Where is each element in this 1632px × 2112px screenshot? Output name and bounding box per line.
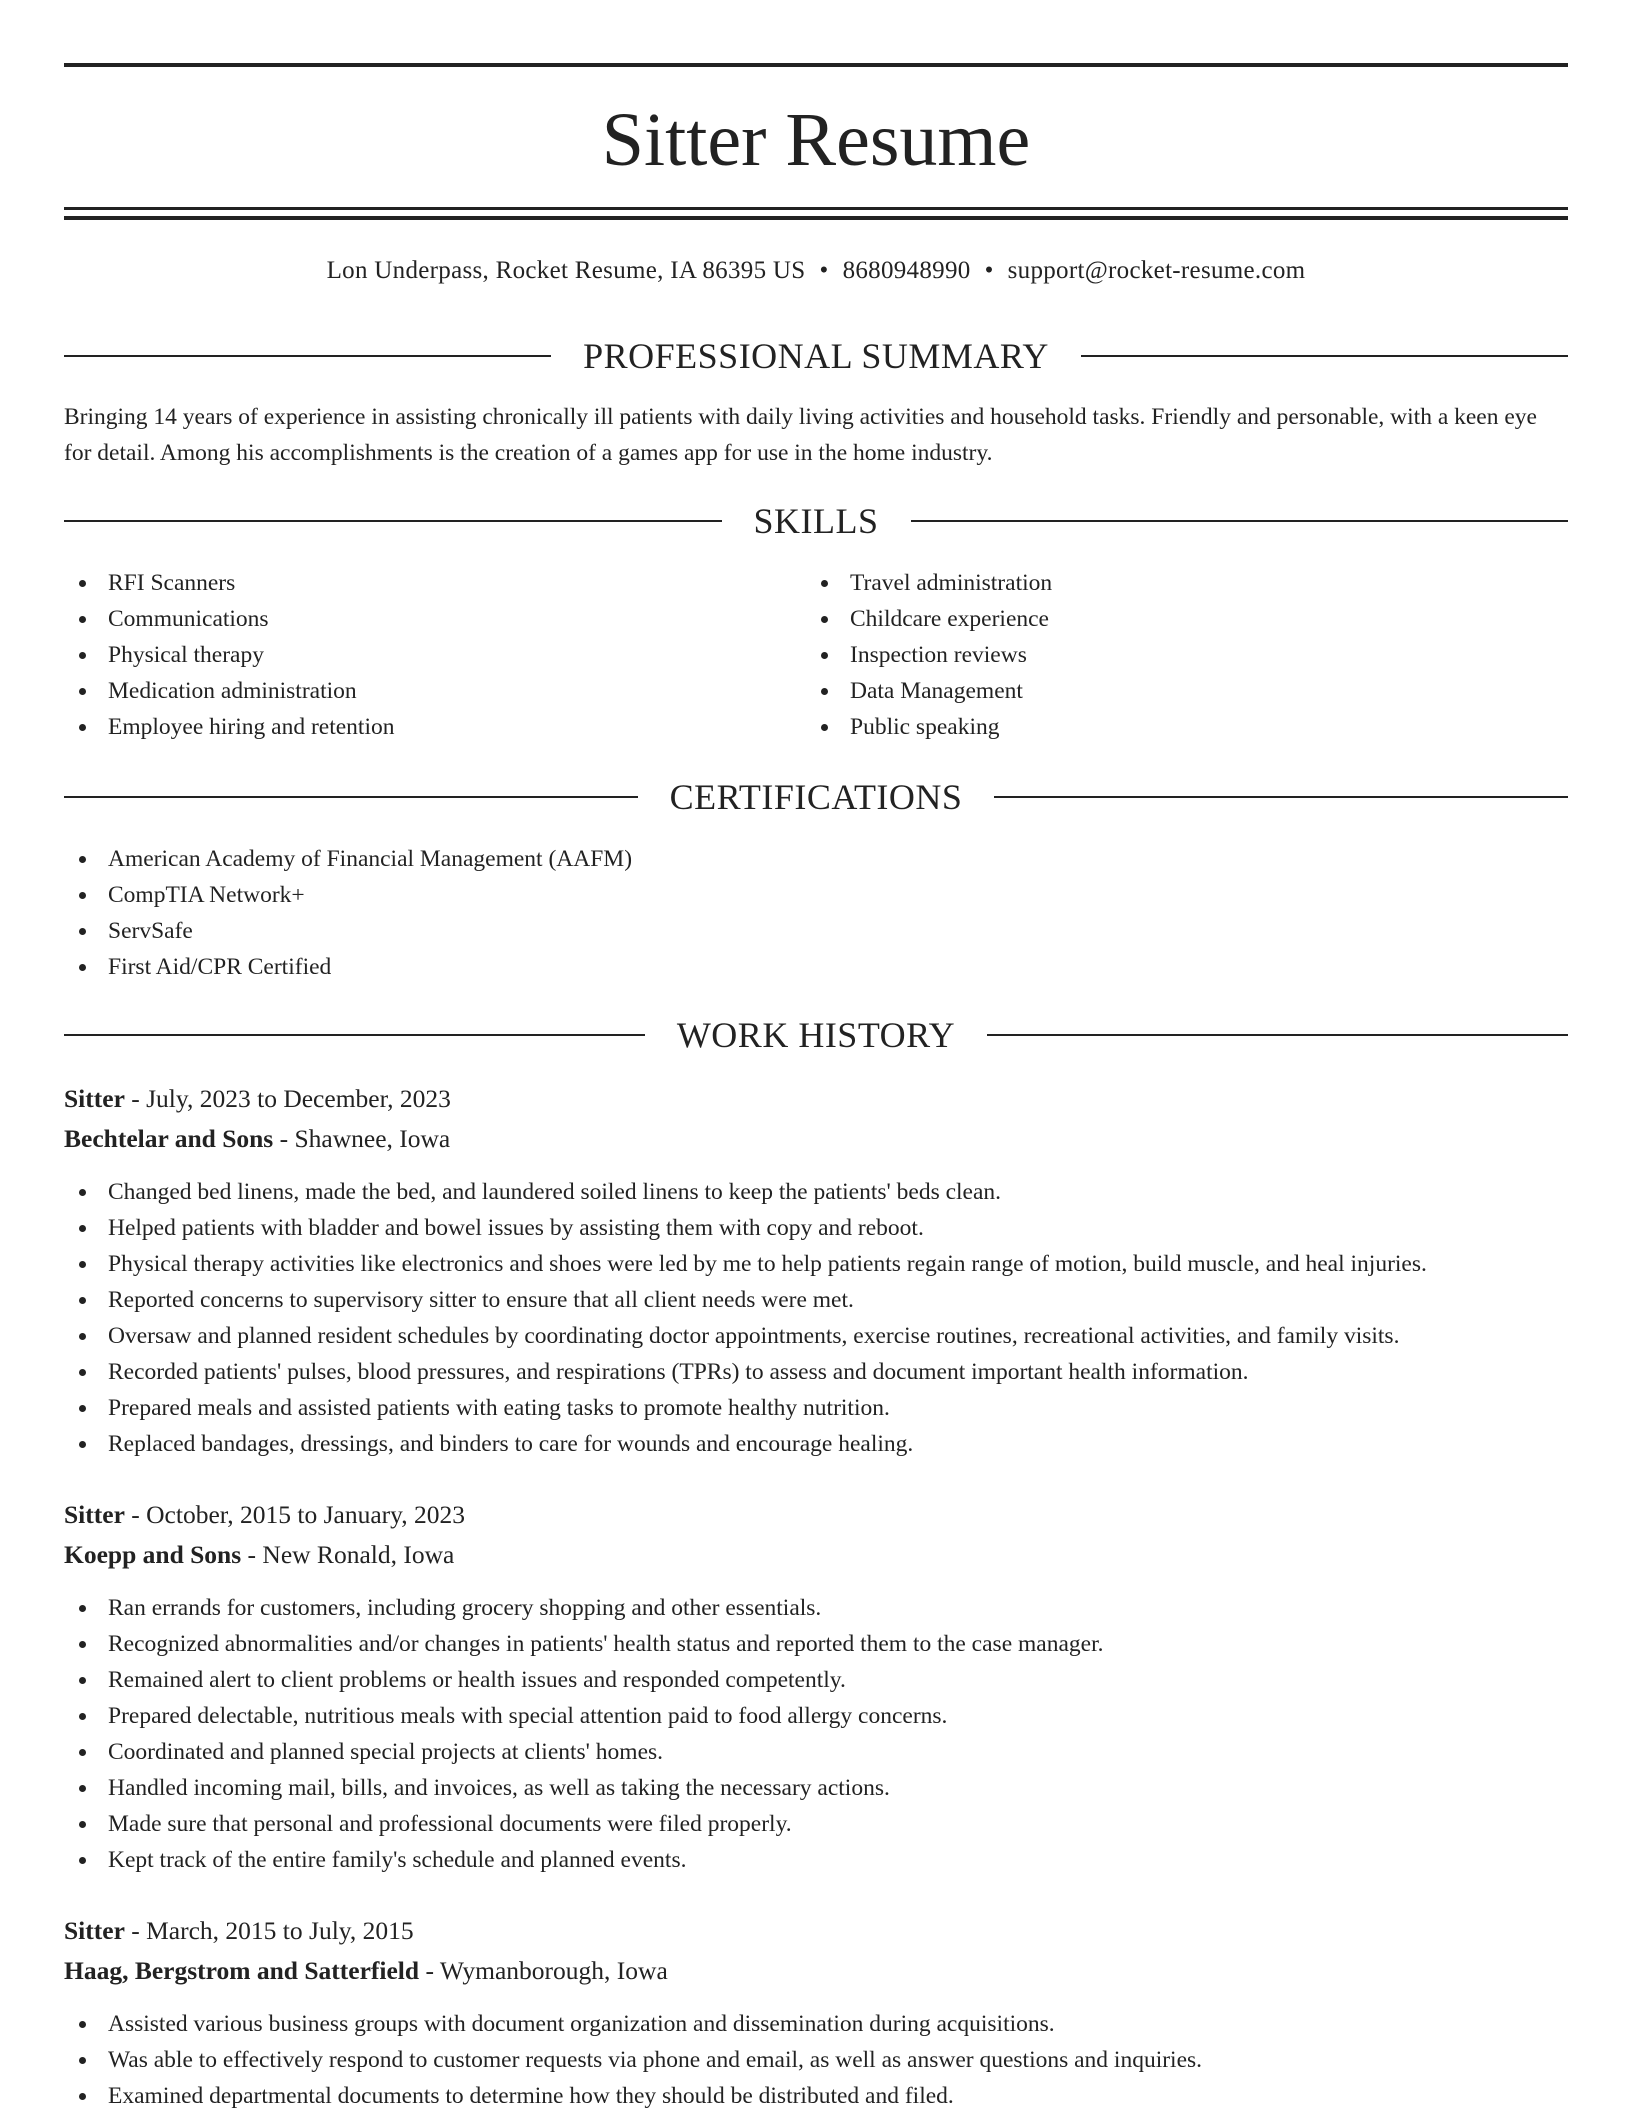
heading-rule-right [987,1034,1568,1036]
skills-list-left [64,565,764,745]
job-title: Sitter [64,1084,125,1113]
job-title: Sitter [64,1500,125,1529]
heading-rule-right [994,796,1568,798]
contact-address: Lon Underpass, Rocket Resume, IA 86395 US [326,257,806,284]
work-heading-label: WORK HISTORY [676,1015,956,1055]
contact-line [64,254,1568,288]
job-duties-list [64,1174,1568,1462]
skill-item: Childcare experience [806,601,1506,637]
work-heading [64,1013,1568,1057]
job-dates: - July, 2023 to December, 2023 [124,1084,451,1113]
job-location: - Shawnee, Iowa [273,1124,451,1153]
summary-heading [64,334,1568,378]
resume-title: Sitter Resume [601,98,1031,182]
contact-separator: • [819,257,829,284]
skill-item: RFI Scanners [64,565,764,601]
certification-item: CompTIA Network+ [64,877,632,913]
job-location: - Wymanborough, Iowa [419,1956,668,1985]
job-duty-item: Prepared meals and assisted patients with eating tasks to promote healthy nutrition. [64,1390,1568,1426]
summary-text: Bringing 14 years of experience in assisting chronically ill patients with daily living activities and household tasks. Friendly and personable, with a keen eye for detail. Among his accomplishments is the creation of a games app for use in the home industry. [64,404,1537,466]
heading-rule-left [64,520,722,522]
job-company-line [64,1953,668,1989]
heading-rule-right [1081,355,1568,357]
job-company: Haag, Bergstrom and Satterfield [64,1956,420,1985]
job-dates: - October, 2015 to January, 2023 [124,1500,465,1529]
job-company: Koepp and Sons [64,1540,242,1569]
job-location: - New Ronald, Iowa [241,1540,455,1569]
job-duty-item: Recorded patients' pulses, blood pressures, and respirations (TPRs) to assess and document important health information. [64,1354,1568,1390]
job-duty-item: Changed bed linens, made the bed, and laundered soiled linens to keep the patients' beds clean. [64,1174,1568,1210]
skill-item: Medication administration [64,673,764,709]
job-duties-list [64,1590,1568,1878]
job-duty-item: Replaced bandages, dressings, and binders to care for wounds and encourage healing. [64,1426,1568,1462]
contact-phone: 8680948990 [842,257,971,284]
job-duty-item: Ran errands for customers, including grocery shopping and other essentials. [64,1590,1568,1626]
job-duties-list [64,2006,1568,2112]
heading-rule-left [64,796,638,798]
job-duty-item: Oversaw and planned resident schedules by coordinating doctor appointments, exercise routines, recreational activities, and family visits. [64,1318,1568,1354]
certification-item: ServSafe [64,913,632,949]
heading-rule-left [64,355,551,357]
job-duty-item: Prepared delectable, nutritious meals with special attention paid to food allergy concerns. [64,1698,1568,1734]
top-rule [64,63,1568,67]
job-duty-item: Handled incoming mail, bills, and invoices, as well as taking the necessary actions. [64,1770,1568,1806]
title-double-rule [64,207,1568,220]
heading-rule-left [64,1034,645,1036]
job-duty-item: Recognized abnormalities and/or changes in patients' health status and reported them to the case manager. [64,1626,1568,1662]
heading-rule-right [911,520,1569,522]
skill-item: Public speaking [806,709,1506,745]
job-duty-item: Helped patients with bladder and bowel issues by assisting them with copy and reboot. [64,1210,1568,1246]
skills-heading-label: SKILLS [753,501,879,541]
job-duty-item: Physical therapy activities like electronics and shoes were led by me to help patients regain range of motion, build muscle, and heal injuries. [64,1246,1568,1282]
skills-list-right [806,565,1506,745]
certifications-heading [64,775,1568,819]
contact-email: support@rocket-resume.com [1007,257,1306,284]
skill-item: Physical therapy [64,637,764,673]
job-duty-item: Examined departmental documents to determine how they should be distributed and filed. [64,2078,1568,2112]
job-duty-item: Coordinated and planned special projects at clients' homes. [64,1734,1568,1770]
job-dates: - March, 2015 to July, 2015 [124,1916,414,1945]
skill-item: Employee hiring and retention [64,709,764,745]
job-company: Bechtelar and Sons [64,1124,274,1153]
skill-item: Travel administration [806,565,1506,601]
skills-heading [64,499,1568,543]
job-duty-item: Was able to effectively respond to customer requests via phone and email, as well as answer questions and inquiries. [64,2042,1568,2078]
job-duty-item: Reported concerns to supervisory sitter to ensure that all client needs were met. [64,1282,1568,1318]
summary-heading-label: PROFESSIONAL SUMMARY [583,336,1049,376]
certifications-list [64,841,632,985]
job-duty-item: Remained alert to client problems or health issues and responded competently. [64,1662,1568,1698]
job-duty-item: Made sure that personal and professional documents were filed properly. [64,1806,1568,1842]
job-company-line [64,1537,454,1573]
job-title-line [64,1913,414,1949]
contact-separator: • [984,257,994,284]
job-title: Sitter [64,1916,125,1945]
certifications-heading-label: CERTIFICATIONS [669,777,963,817]
certification-item: American Academy of Financial Management (AAFM) [64,841,632,877]
job-company-line [64,1121,450,1157]
job-title-line [64,1081,451,1117]
skill-item: Inspection reviews [806,637,1506,673]
certification-item: First Aid/CPR Certified [64,949,632,985]
job-duty-item: Assisted various business groups with document organization and dissemination during acquisitions. [64,2006,1568,2042]
job-duty-item: Kept track of the entire family's schedule and planned events. [64,1842,1568,1878]
skill-item: Communications [64,601,764,637]
skill-item: Data Management [806,673,1506,709]
job-title-line [64,1497,465,1533]
